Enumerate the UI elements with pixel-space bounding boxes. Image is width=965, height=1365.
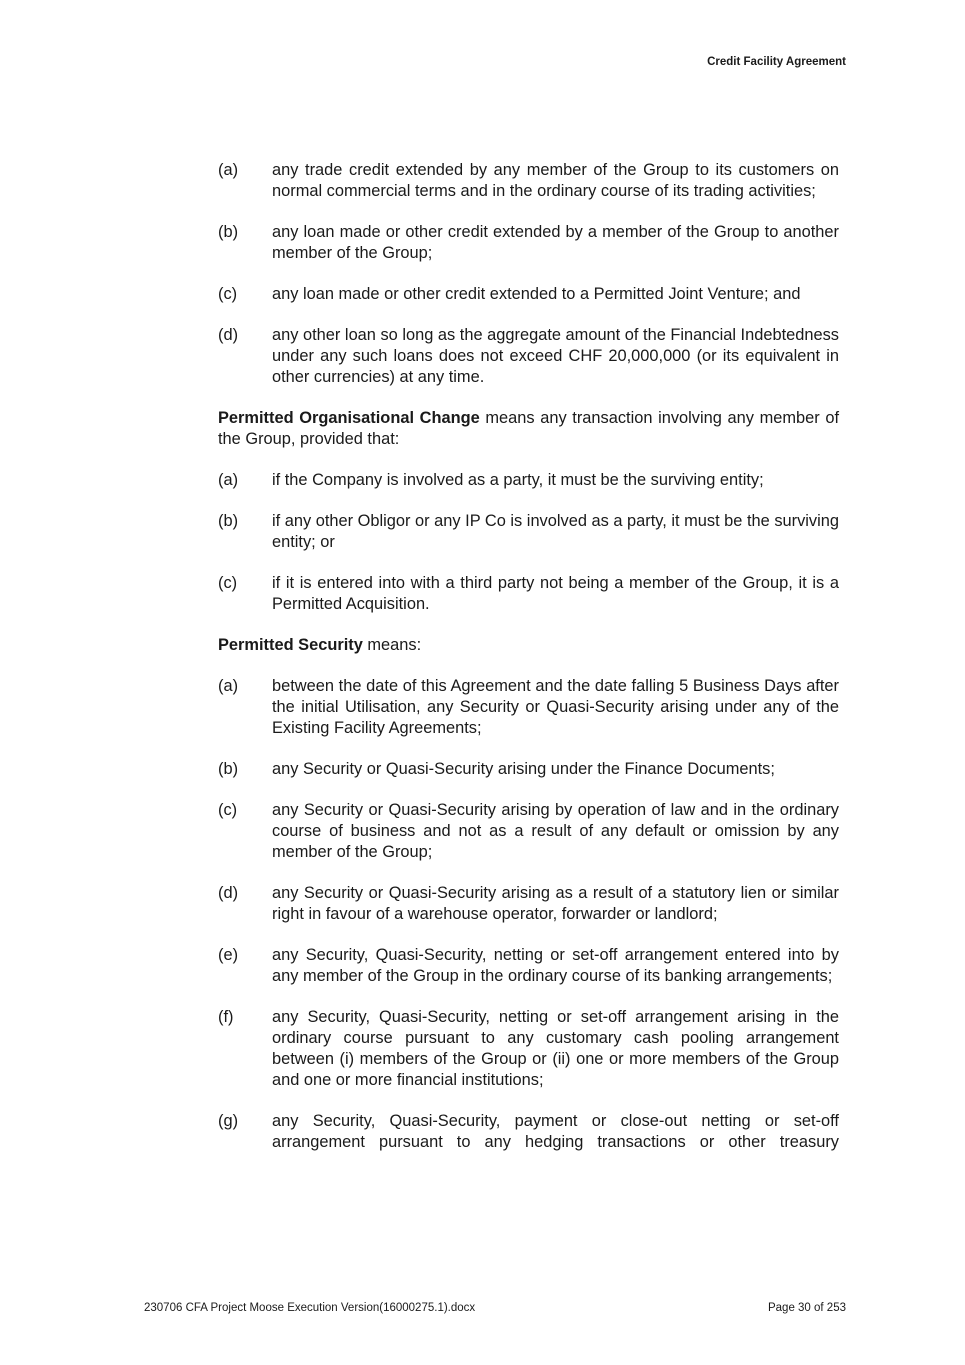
list-item [218, 883, 839, 925]
item-text: if it is entered into with a third party not being a member of the Group, it is a Permitted Acquisition. [272, 574, 839, 613]
defined-term: Permitted Security [218, 636, 363, 654]
list-item [218, 676, 839, 739]
item-text: any Security, Quasi-Security, netting or set-off arrangement arising in the ordinary course pursuant to any customary cash pooling arrangement between (i) members of the Group or (ii) one or more members of the Group and one or more financial institutions; [272, 1008, 839, 1089]
item-label: (a) [218, 677, 239, 695]
item-label: (a) [218, 471, 239, 489]
item-label: (f) [218, 1008, 234, 1026]
item-label: (b) [218, 223, 239, 241]
item-label: (e) [218, 946, 239, 964]
list-item [218, 1111, 839, 1153]
item-text: any other loan so long as the aggregate amount of the Financial Indebtedness under any such loans does not exceed CHF 20,000,000 (or its equivalent in other currencies) at any time. [272, 326, 839, 386]
item-label: (b) [218, 760, 239, 778]
footer-filename: 230706 CFA Project Moose Execution Version(16000275.1).docx [144, 1302, 476, 1314]
list-item [218, 945, 839, 987]
list-item [218, 511, 839, 553]
list-item [218, 284, 839, 305]
list-item [218, 759, 839, 780]
item-label: (c) [218, 574, 238, 592]
item-label: (b) [218, 512, 239, 530]
list-item [218, 222, 839, 264]
item-label: (d) [218, 884, 239, 902]
list-item [218, 160, 839, 202]
definition-text: means: [362, 636, 422, 654]
list-item [218, 800, 839, 863]
item-label: (d) [218, 326, 239, 344]
item-text: any Security, Quasi-Security, netting or set-off arrangement entered into by any member of the Group in the ordinary course of its banking arrangements; [272, 946, 839, 985]
defined-term: Permitted Organisational Change [218, 409, 480, 427]
item-label: (g) [218, 1112, 239, 1130]
item-text: any Security or Quasi-Security arising under the Finance Documents; [272, 760, 775, 778]
list-item [218, 573, 839, 615]
footer-page-number: Page 30 of 253 [767, 1302, 846, 1314]
item-label: (c) [218, 801, 238, 819]
item-text: if any other Obligor or any IP Co is involved as a party, it must be the surviving entity; or [272, 512, 839, 551]
item-text: any Security, Quasi-Security, payment or close-out netting or set-off arrangement pursuant to any hedging transactions or other treasury [272, 1112, 839, 1151]
item-label: (c) [218, 285, 238, 303]
definition-permitted-organisational-change [218, 408, 839, 450]
list-item [218, 325, 839, 388]
list-item [218, 470, 839, 491]
definition-text: means any transaction involving any member of the Group, provided that: [218, 409, 839, 448]
list-item [218, 1007, 839, 1091]
item-text: any Security or Quasi-Security arising by operation of law and in the ordinary course of business and not as a result of any default or omission by any member of the Group; [272, 801, 839, 861]
item-text: any loan made or other credit extended to a Permitted Joint Venture; and [272, 285, 801, 303]
item-text: any trade credit extended by any member of the Group to its customers on normal commercial terms and in the ordinary course of its trading activities; [272, 161, 839, 200]
item-label: (a) [218, 161, 239, 179]
item-text: between the date of this Agreement and the date falling 5 Business Days after the initial Utilisation, any Security or Quasi-Security arising under any of the Existing Facility Agreements; [272, 677, 839, 737]
item-text: any loan made or other credit extended by a member of the Group to another member of the Group; [272, 223, 839, 262]
item-text: if the Company is involved as a party, it must be the surviving entity; [272, 471, 764, 489]
item-text: any Security or Quasi-Security arising as a result of a statutory lien or similar right in favour of a warehouse operator, forwarder or landlord; [272, 884, 839, 923]
definition-permitted-security [218, 635, 839, 656]
running-header: Credit Facility Agreement [707, 56, 846, 68]
document-body [218, 160, 839, 1173]
